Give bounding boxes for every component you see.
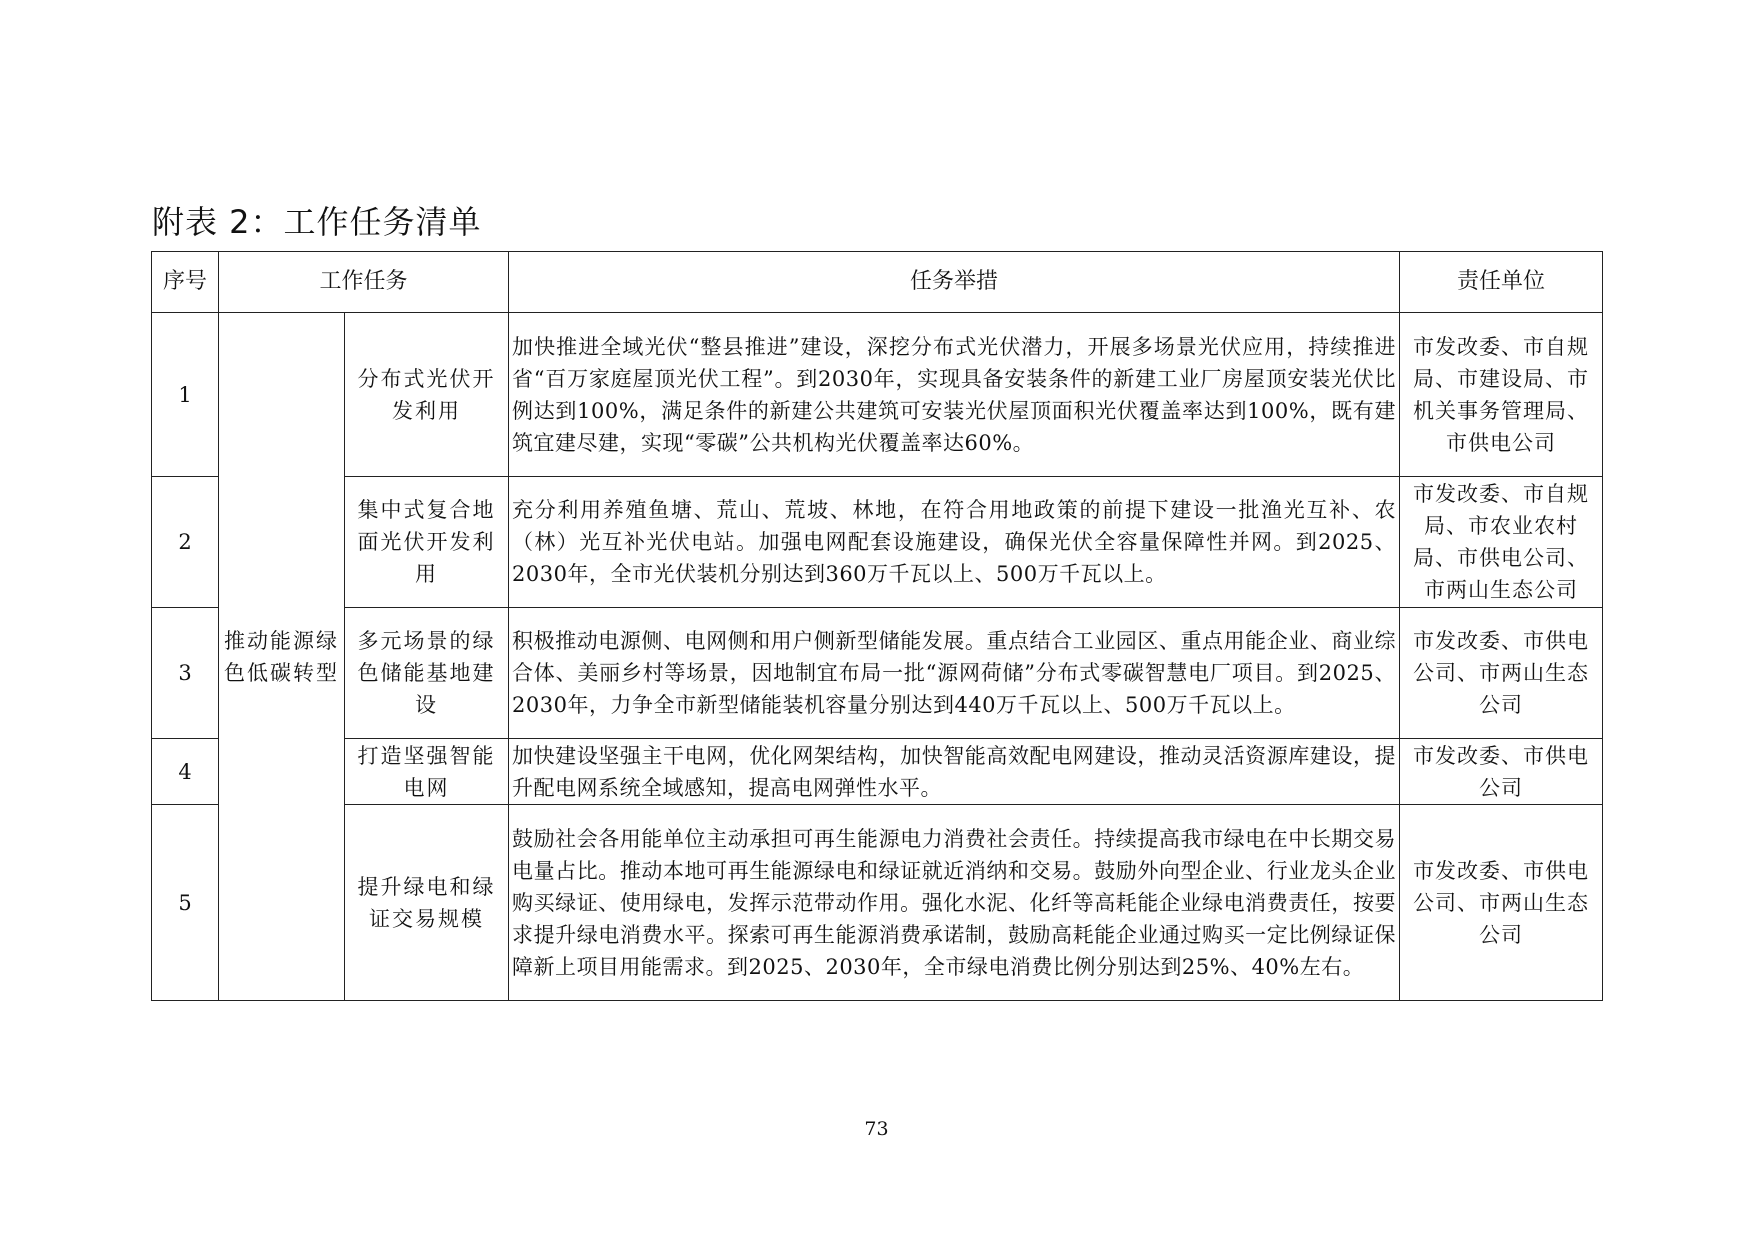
table-row [152,477,1603,608]
page-number: 73 [864,1118,889,1140]
header-num: 序号 [152,252,219,313]
task-measures: 加快建设坚强主干电网，优化网架结构，加快智能高效配电网建设，推动灵活资源库建设，提升配电网系统全域感知，提高电网弹性水平。 [509,739,1400,805]
page-title: 附表 2：工作任务清单 [152,203,482,241]
responsible-units: 市发改委、市供电公司、市两山生态公司 [1400,805,1603,1001]
task-measures: 加快推进全域光伏“整县推进”建设，深挖分布式光伏潜力，开展多场景光伏应用，持续推进省“百万家庭屋顶光伏工程”。到2030年，实现具备安装条件的新建工业厂房屋顶安装光伏比例达到100%，满足条件的新建公共建筑可安装光伏屋顶面积光伏覆盖率达到100%，既有建筑宜建尽建，实现“零碳”公共机构光伏覆盖率达60%。 [509,313,1400,477]
task-measures: 鼓励社会各用能单位主动承担可再生能源电力消费社会责任。持续提高我市绿电在中长期交易电量占比。推动本地可再生能源绿电和绿证就近消纳和交易。鼓励外向型企业、行业龙头企业购买绿证、使用绿电，发挥示范带动作用。强化水泥、化纤等高耗能企业绿电消费责任，按要求提升绿电消费水平。探索可再生能源消费承诺制，鼓励高耗能企业通过购买一定比例绿证保障新上项目用能需求。到2025、2030年，全市绿电消费比例分别达到25%、40%左右。 [509,805,1400,1001]
subtask-name: 分布式光伏开发利用 [345,313,509,477]
task-category: 推动能源绿色低碳转型 [219,313,345,1001]
task-measures: 充分利用养殖鱼塘、荒山、荒坡、林地，在符合用地政策的前提下建设一批渔光互补、农（林）光互补光伏电站。加强电网配套设施建设，确保光伏全容量保障性并网。到2025、2030年，全市光伏装机分别达到360万千瓦以上、500万千瓦以上。 [509,477,1400,608]
row-number: 3 [152,608,219,739]
subtask-name: 提升绿电和绿证交易规模 [345,805,509,1001]
table-row [152,608,1603,739]
subtask-name: 打造坚强智能电网 [345,739,509,805]
subtask-name: 集中式复合地面光伏开发利用 [345,477,509,608]
row-number: 5 [152,805,219,1001]
responsible-units: 市发改委、市自规局、市建设局、市机关事务管理局、市供电公司 [1400,313,1603,477]
task-measures: 积极推动电源侧、电网侧和用户侧新型储能发展。重点结合工业园区、重点用能企业、商业综合体、美丽乡村等场景，因地制宜布局一批“源网荷储”分布式零碳智慧电厂项目。到2025、2030年，力争全市新型储能装机容量分别达到440万千瓦以上、500万千瓦以上。 [509,608,1400,739]
table-row [152,739,1603,805]
table-header-row [152,252,1603,313]
task-table [151,251,1603,1001]
header-task: 工作任务 [219,252,509,313]
table-row [152,313,1603,477]
row-number: 2 [152,477,219,608]
row-number: 1 [152,313,219,477]
header-measures: 任务举措 [509,252,1400,313]
responsible-units: 市发改委、市供电公司 [1400,739,1603,805]
table-row [152,805,1603,1001]
responsible-units: 市发改委、市自规局、市农业农村局、市供电公司、市两山生态公司 [1400,477,1603,608]
header-units: 责任单位 [1400,252,1603,313]
subtask-name: 多元场景的绿色储能基地建设 [345,608,509,739]
row-number: 4 [152,739,219,805]
responsible-units: 市发改委、市供电公司、市两山生态公司 [1400,608,1603,739]
